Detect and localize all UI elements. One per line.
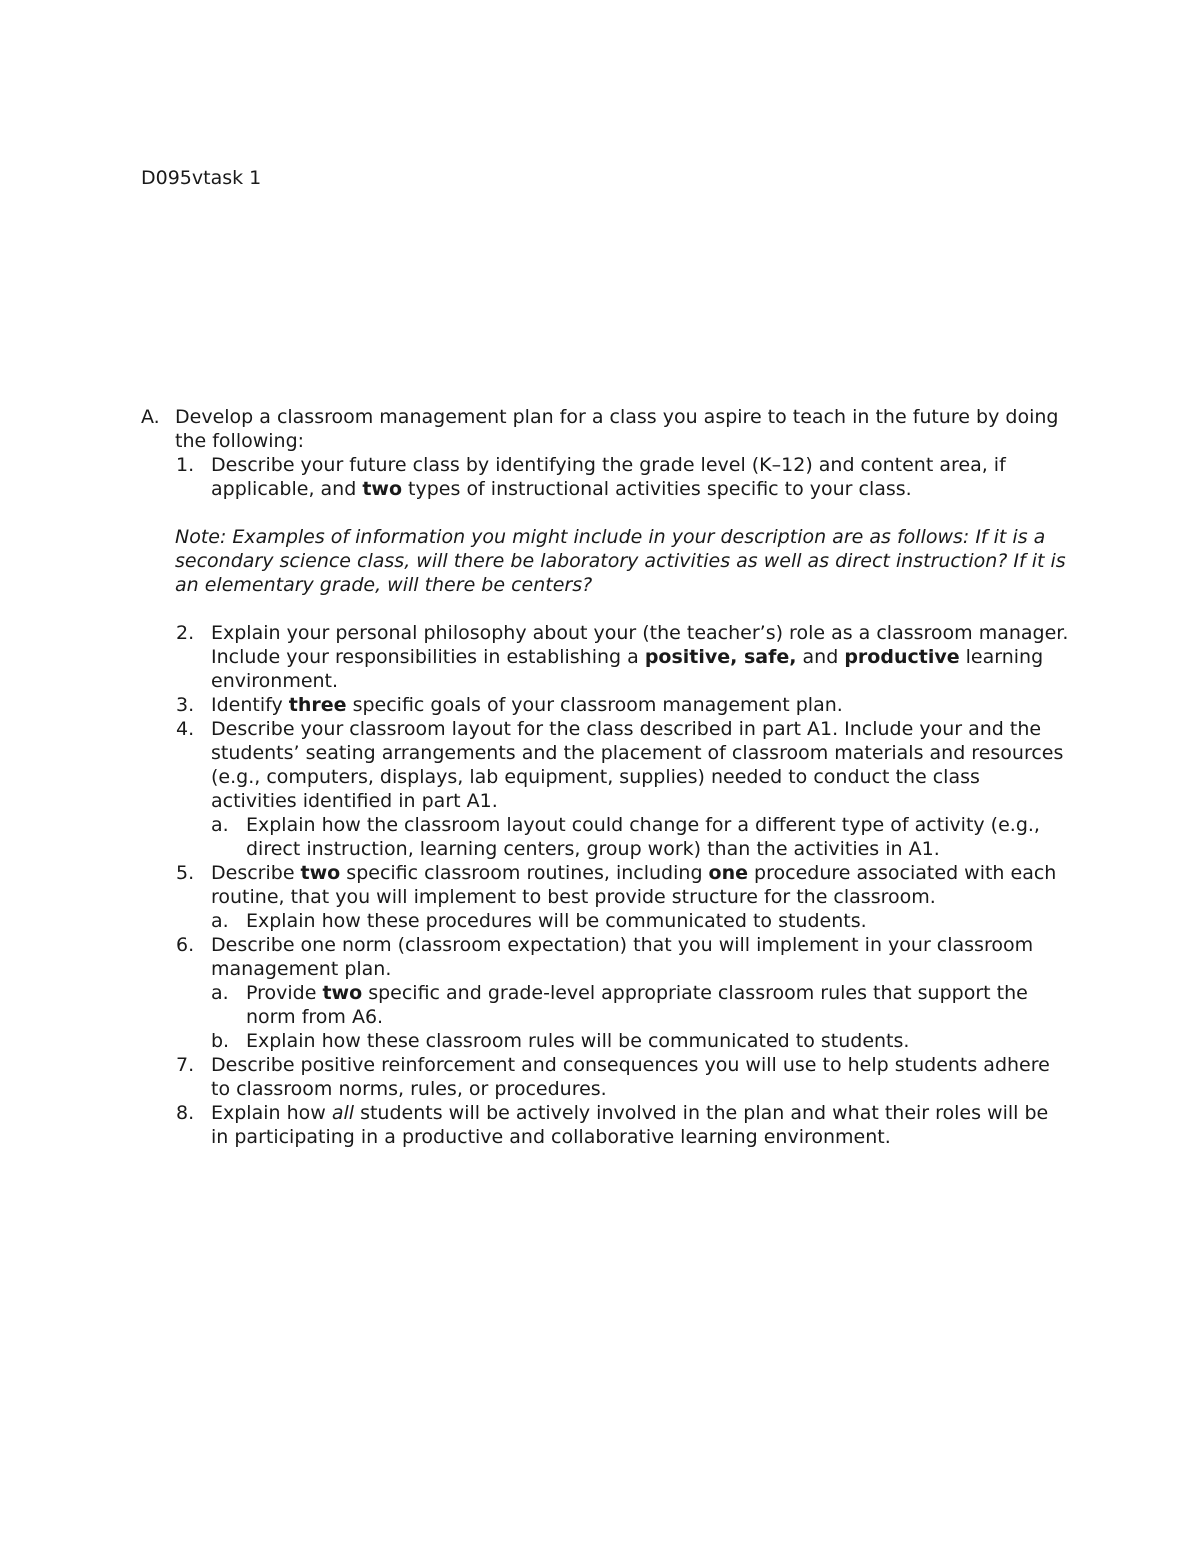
sub-list-item-text: Explain how these classroom rules will be communicated to students. bbox=[246, 1030, 910, 1052]
sub-list-item-marker: b. bbox=[211, 1030, 230, 1052]
sub-list-item-text: Explain how the classroom layout could change for a different type of activity (e.g., direct instruction, learning centers, group work) than the activities in A1. bbox=[246, 814, 1040, 860]
list-item-text: specific goals of your classroom management plan. bbox=[346, 694, 843, 716]
sub-list-item bbox=[141, 813, 1071, 861]
emphasis-text: three bbox=[288, 694, 347, 716]
list-item-text: Describe your classroom layout for the class described in part A1. Include your and the students’ seating arrangements and the placement of classroom materials and resources (e.g., computers, displays, lab equipment, supplies) needed to conduct the class activities identified in part A1. bbox=[211, 718, 1064, 812]
sub-list-item-text: Explain how these procedures will be communicated to students. bbox=[246, 910, 867, 932]
sub-list-item bbox=[141, 981, 1071, 1029]
list-item-text: specific classroom routines, including bbox=[340, 862, 709, 884]
emphasis-text: two bbox=[322, 982, 363, 1004]
list-item bbox=[141, 933, 1071, 981]
example-note: Note: Examples of information you might include in your description are as follows: If it is a secondary science class, will there be laboratory activities as well as direct instruction? If it is an elementary grade, will there be centers? bbox=[175, 526, 1066, 596]
list-item-marker: 1. bbox=[176, 454, 195, 476]
list-item-marker: 6. bbox=[176, 934, 195, 956]
list-item-marker: 5. bbox=[176, 862, 195, 884]
emphasis-text: productive bbox=[844, 646, 960, 668]
emphasis-text: two bbox=[300, 862, 341, 884]
page-title: D095vtask 1 bbox=[141, 167, 262, 189]
sub-list-item bbox=[141, 909, 1071, 933]
list-item-marker: 4. bbox=[176, 718, 195, 740]
list-item bbox=[141, 861, 1071, 909]
section-a-marker: A. bbox=[141, 406, 160, 428]
list-item-text: Describe one norm (classroom expectation) that you will implement in your classroom management plan. bbox=[211, 934, 1034, 980]
assignment-content bbox=[141, 405, 1071, 1149]
list-item-text: Explain how bbox=[211, 1102, 332, 1124]
sub-list-item-text: specific and grade-level appropriate classroom rules that support the norm from A6. bbox=[246, 982, 1028, 1028]
list-item-marker: 2. bbox=[176, 622, 195, 644]
list-item-marker: 3. bbox=[176, 694, 195, 716]
sub-list-item bbox=[141, 1029, 1071, 1053]
emphasis-text: positive, safe, bbox=[644, 646, 797, 668]
list-item-text: Explain your personal philosophy about your (the teacher’s) role as a classroom manager. Include your responsibilities in establishing a bbox=[211, 622, 1069, 668]
list-item-text: types of instructional activities specific to your class. bbox=[402, 478, 912, 500]
sub-list-item-text: Provide bbox=[246, 982, 323, 1004]
emphasis-text: two bbox=[362, 478, 403, 500]
list-item-text: Describe bbox=[211, 862, 301, 884]
list-item bbox=[141, 621, 1071, 693]
list-item-text: learning environment. bbox=[211, 646, 1044, 692]
list-item bbox=[141, 453, 1071, 501]
sub-list-item-marker: a. bbox=[211, 982, 229, 1004]
section-a-text: Develop a classroom management plan for a class you aspire to teach in the future by doing the following: bbox=[175, 406, 1059, 452]
emphasis-text: one bbox=[708, 862, 749, 884]
list-item bbox=[141, 717, 1071, 813]
list-item bbox=[141, 1053, 1071, 1101]
list-item-text: procedure associated with each routine, that you will implement to best provide structure for the classroom. bbox=[211, 862, 1057, 908]
list-item-text: Describe your future class by identifying the grade level (K–12) and content area, if applicable, and bbox=[211, 454, 1006, 500]
list-item-text: students will be actively involved in the plan and what their roles will be in participating in a productive and collaborative learning environment. bbox=[211, 1102, 1049, 1148]
sub-list-item-marker: a. bbox=[211, 814, 229, 836]
list-item-text: Describe positive reinforcement and consequences you will use to help students adhere to classroom norms, rules, or procedures. bbox=[211, 1054, 1050, 1100]
list-item-text: and bbox=[796, 646, 845, 668]
list-item-marker: 8. bbox=[176, 1102, 195, 1124]
list-item bbox=[141, 1101, 1071, 1149]
list-item-text: Identify bbox=[211, 694, 289, 716]
list-item-marker: 7. bbox=[176, 1054, 195, 1076]
section-a bbox=[141, 405, 1071, 453]
list-item bbox=[141, 693, 1071, 717]
emphasis-text: all bbox=[331, 1102, 355, 1124]
sub-list-item-marker: a. bbox=[211, 910, 229, 932]
